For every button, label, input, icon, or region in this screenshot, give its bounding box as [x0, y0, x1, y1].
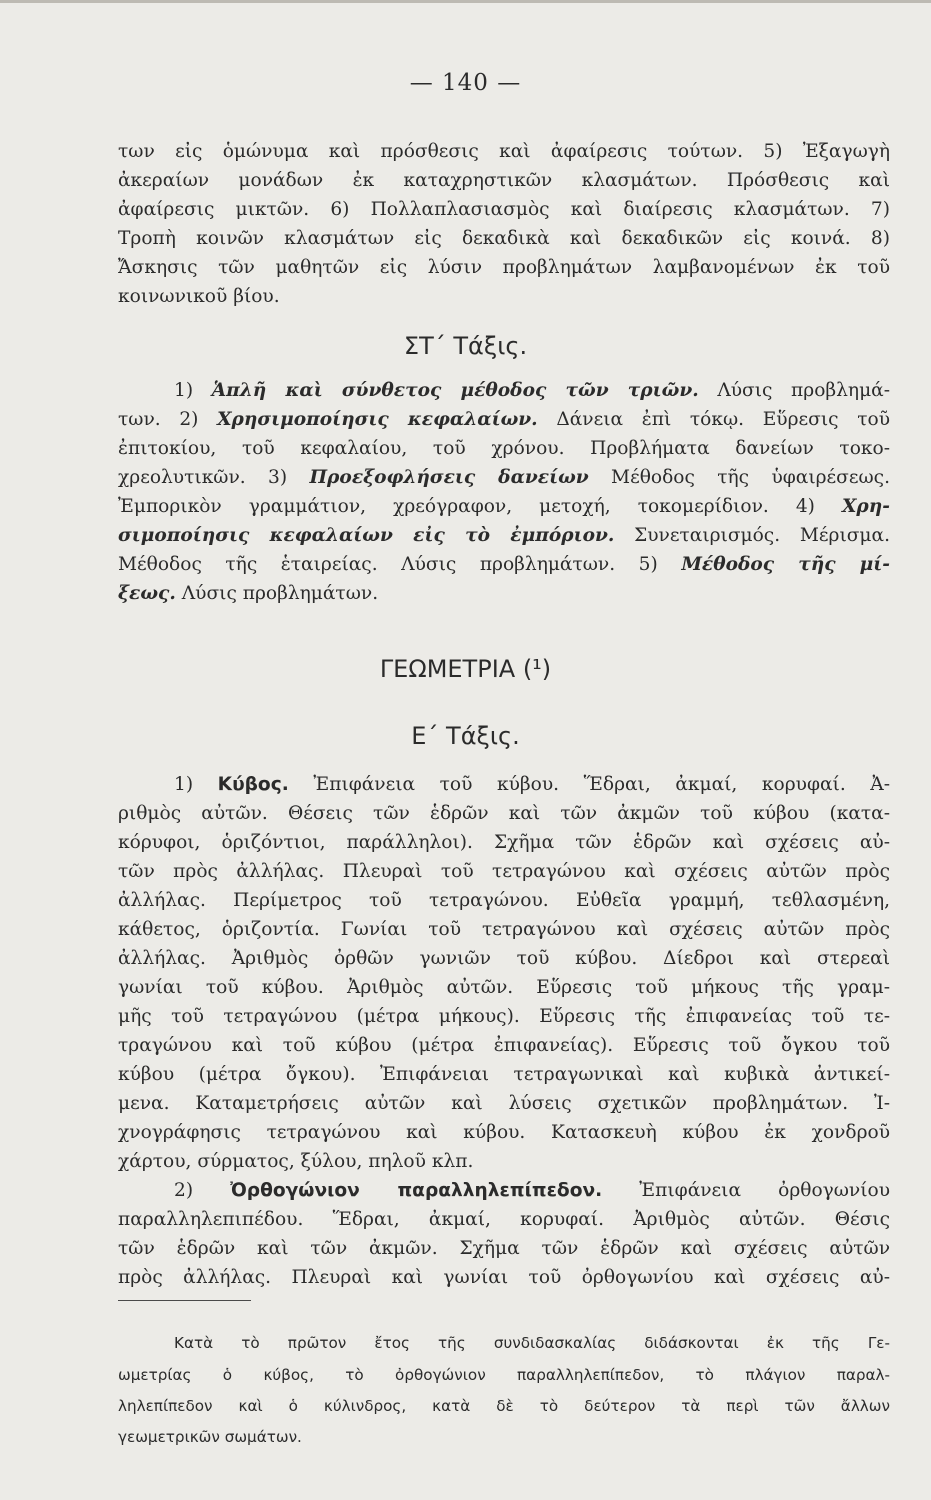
section-st-line: των. 2) Χρησιμοποίησις κεφαλαίων. Δάνεια ἐπὶ τόκῳ. Εὕρεσις τοῦ [118, 409, 890, 430]
section-st-line: ἐπιτοκίου, τοῦ κεφαλαίου, τοῦ χρόνου. Προβλήματα δανείων τοκο- [118, 438, 890, 459]
page-number: — 140 — [409, 70, 522, 96]
top-edge-rule [0, 0, 931, 3]
geometry-p2-line: τῶν ἑδρῶν καὶ τῶν ἀκμῶν. Σχῆμα τῶν ἑδρῶν καὶ σχέσεις αὐτῶν [118, 1238, 890, 1259]
geometry-p1-line: ριθμὸς αὐτῶν. Θέσεις τῶν ἑδρῶν καὶ τῶν ἀκμῶν τοῦ κύβου (κατα- [118, 803, 890, 824]
geometry-p1-line: τραγώνου καὶ τοῦ κύβου (μέτρα ἐπιφανείας). Εὕρεσις τοῦ ὄγκου τοῦ [118, 1035, 890, 1056]
geometry-p1-line: μῆς τοῦ τετραγώνου (μέτρα μήκους). Εὕρεσις τῆς ἐπιφανείας τοῦ τε- [118, 1006, 890, 1027]
geometry-p1-line: κύβου (μέτρα ὄγκου). Ἐπιφάνειαι τετραγωνικαὶ καὶ κυβικὰ ἀντικεί- [118, 1064, 890, 1085]
geometry-p1-line: ἀλλήλας. Ἀριθμὸς ὀρθῶν γωνιῶν τοῦ κύβου. Δίεδροι καὶ στερεαὶ [118, 948, 890, 969]
geometry-p1-line: χάρτου, σύρματος, ξύλου, πηλοῦ κλπ. [118, 1151, 474, 1172]
geometry-p1-line: τῶν πρὸς ἀλλήλας. Πλευραὶ τοῦ τετραγώνου καὶ σχέσεις αὐτῶν πρὸς [118, 861, 890, 882]
footnote-separator [118, 1300, 251, 1301]
geometry-p1-line: ἀλλήλας. Περίμετρος τοῦ τετραγώνου. Εὐθεῖα γραμμή, τεθλασμένη, [118, 890, 890, 911]
section-st-line: Μέθοδος τῆς ἑταιρείας. Λύσις προβλημάτων. 5) Μέθοδος τῆς μί- [118, 554, 890, 575]
intro-line: ἀκεραίων μονάδων ἐκ καταχρηστικῶν κλασμάτων. Πρόσθεσις καὶ [118, 170, 890, 191]
intro-line: κοινωνικοῦ βίου. [118, 286, 280, 307]
geometry-p1-line: 1) Κύβος. Ἐπιφάνεια τοῦ κύβου. Ἕδραι, ἀκμαί, κορυφαί. Ἀ- [174, 774, 890, 795]
footnote-line: ληλεπίπεδον καὶ ὁ κύλινδρος, κατὰ δὲ τὸ δεύτερον τὰ περὶ τῶν ἄλλων [118, 1397, 890, 1415]
intro-line: των εἰς ὁμώνυμα καὶ πρόσθεσις καὶ ἀφαίρεσις τούτων. 5) Ἐξαγωγὴ [118, 141, 890, 162]
intro-line: Ἄσκησις τῶν μαθητῶν εἰς λύσιν προβλημάτων λαμβανομένων ἐκ τοῦ [118, 257, 890, 278]
geometry-p1-line: μενα. Καταμετρήσεις αὐτῶν καὶ λύσεις σχετικῶν προβλημάτων. Ἰ- [118, 1093, 890, 1114]
geometry-p1-line: κόρυφοι, ὁριζόντιοι, παράλληλοι). Σχῆμα τῶν ἑδρῶν καὶ σχέσεις αὐ- [118, 832, 890, 853]
section-st-line: 1) Ἁπλῆ καὶ σύνθετος μέθοδος τῶν τριῶν. Λύσις προβλημά- [174, 380, 890, 401]
geometry-p2-line: 2) Ὀρθογώνιον παραλληλεπίπεδον. Ἐπιφάνεια ὀρθογωνίου [174, 1180, 890, 1201]
intro-line: Τροπὴ κοινῶν κλασμάτων εἰς δεκαδικὰ καὶ δεκαδικῶν εἰς κοινά. 8) [118, 228, 890, 249]
footnote-line: Κατὰ τὸ πρῶτον ἔτος τῆς συνδιδασκαλίας διδάσκονται ἐκ τῆς Γε- [174, 1334, 890, 1352]
footnote-line: γεωμετρικῶν σωμάτων. [118, 1428, 302, 1446]
geometry-p2-line: παραλληλεπιπέδου. Ἕδραι, ἀκμαί, κορυφαί. Ἀριθμὸς αὐτῶν. Θέσις [118, 1209, 890, 1230]
section-st-line: ξεως. Λύσις προβλημάτων. [118, 583, 379, 604]
geometry-p1-line: κάθετος, ὁριζοντία. Γωνίαι τοῦ τετραγώνου καὶ σχέσεις αὐτῶν πρὸς [118, 919, 890, 940]
section-heading-st: ΣΤ΄ Τάξις. [403, 332, 528, 360]
geometry-heading: ΓΕΩΜΕΤΡΙΑ (¹) [379, 655, 552, 683]
class-heading-e: Ε΄ Τάξις. [411, 722, 520, 750]
geometry-p1-line: χνογράφησις τετραγώνου καὶ κύβου. Κατασκευὴ κύβου ἐκ χονδροῦ [118, 1122, 890, 1143]
section-st-line: Ἐμπορικὸν γραμμάτιον, χρεόγραφον, μετοχή, τοκομερίδιον. 4) Χρη- [118, 496, 890, 517]
geometry-p1-line: γωνίαι τοῦ κύβου. Ἀριθμὸς αὐτῶν. Εὕρεσις τοῦ μήκους τῆς γραμ- [118, 977, 890, 998]
section-st-line: χρεολυτικῶν. 3) Προεξοφλήσεις δανείων Μέθοδος τῆς ὑφαιρέσεως. [118, 467, 890, 488]
footnote-line: ωμετρίας ὁ κύβος, τὸ ὀρθογώνιον παραλληλεπίπεδον, τὸ πλάγιον παραλ- [118, 1366, 890, 1384]
geometry-p2-line: πρὸς ἀλλήλας. Πλευραὶ καὶ γωνίαι τοῦ ὀρθογωνίου καὶ σχέσεις αὐ- [118, 1267, 890, 1288]
section-st-line: σιμοποίησις κεφαλαίων εἰς τὸ ἐμπόριον. Συνεταιρισμός. Μέρισμα. [118, 525, 890, 546]
intro-line: ἀφαίρεσις μικτῶν. 6) Πολλαπλασιασμὸς καὶ διαίρεσις κλασμάτων. 7) [118, 199, 890, 220]
